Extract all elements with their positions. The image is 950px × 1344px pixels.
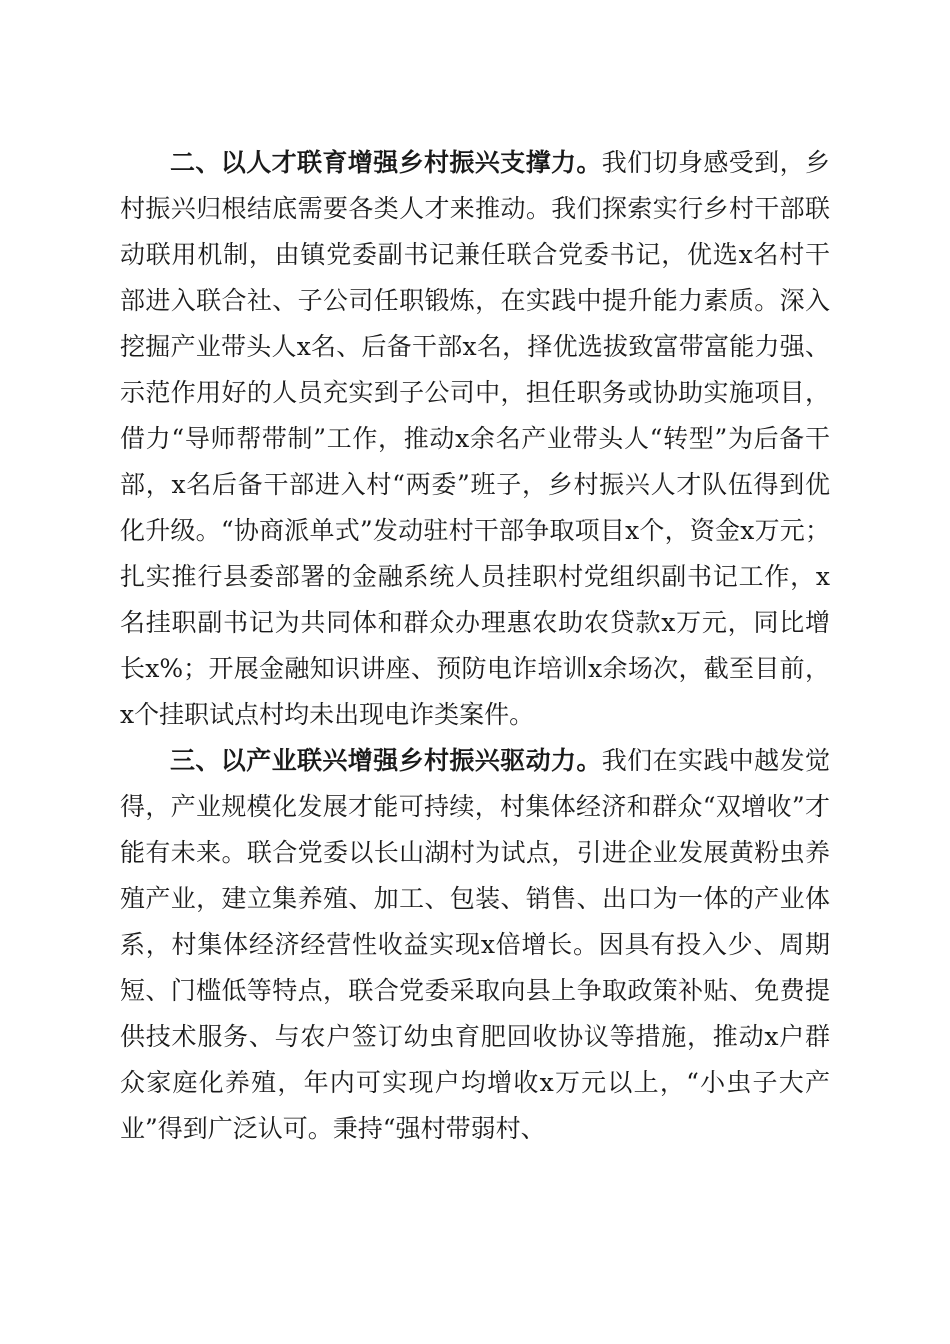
paragraph-text: 我们在实践中越发觉得，产业规模化发展才能可持续，村集体经济和群众“双增收”才能有未来。联合党委以长山湖村为试点，引进企业发展黄粉虫养殖产业，建立集养殖、加工、包装、销售、出口为一体的产业体系，村集体经济经营性收益实现x倍增长。因具有投入少、周期短、门槛低等特点，联合党委采取向县上争取政策补贴、免费提供技术服务、与农户签订幼虫育肥回收协议等措施，推动x户群众家庭化养殖，年内可实现户均增收x万元以上，“小虫子大产业”得到广泛认可。秉持“强村带弱村、 [120, 746, 830, 1143]
paragraph-heading: 三、以产业联兴增强乡村振兴驱动力。 [170, 746, 602, 775]
document-body [120, 140, 830, 1152]
paragraph-talent [120, 140, 830, 738]
paragraph-industry [120, 738, 830, 1152]
paragraph-heading: 二、以人才联育增强乡村振兴支撑力。 [170, 148, 602, 177]
paragraph-text: 我们切身感受到，乡村振兴归根结底需要各类人才来推动。我们探索实行乡村干部联动联用机制，由镇党委副书记兼任联合党委书记，优选x名村干部进入联合社、子公司任职锻炼，在实践中提升能力素质。深入挖掘产业带头人x名、后备干部x名，择优选拔致富带富能力强、示范作用好的人员充实到子公司中，担任职务或协助实施项目，借力“导师帮带制”工作，推动x余名产业带头人“转型”为后备干部，x名后备干部进入村“两委”班子，乡村振兴人才队伍得到优化升级。“协商派单式”发动驻村干部争取项目x个，资金x万元；扎实推行县委部署的金融系统人员挂职村党组织副书记工作，x名挂职副书记为共同体和群众办理惠农助农贷款x万元，同比增长x%；开展金融知识讲座、预防电诈培训x余场次，截至目前，x个挂职试点村均未出现电诈类案件。 [120, 148, 830, 729]
